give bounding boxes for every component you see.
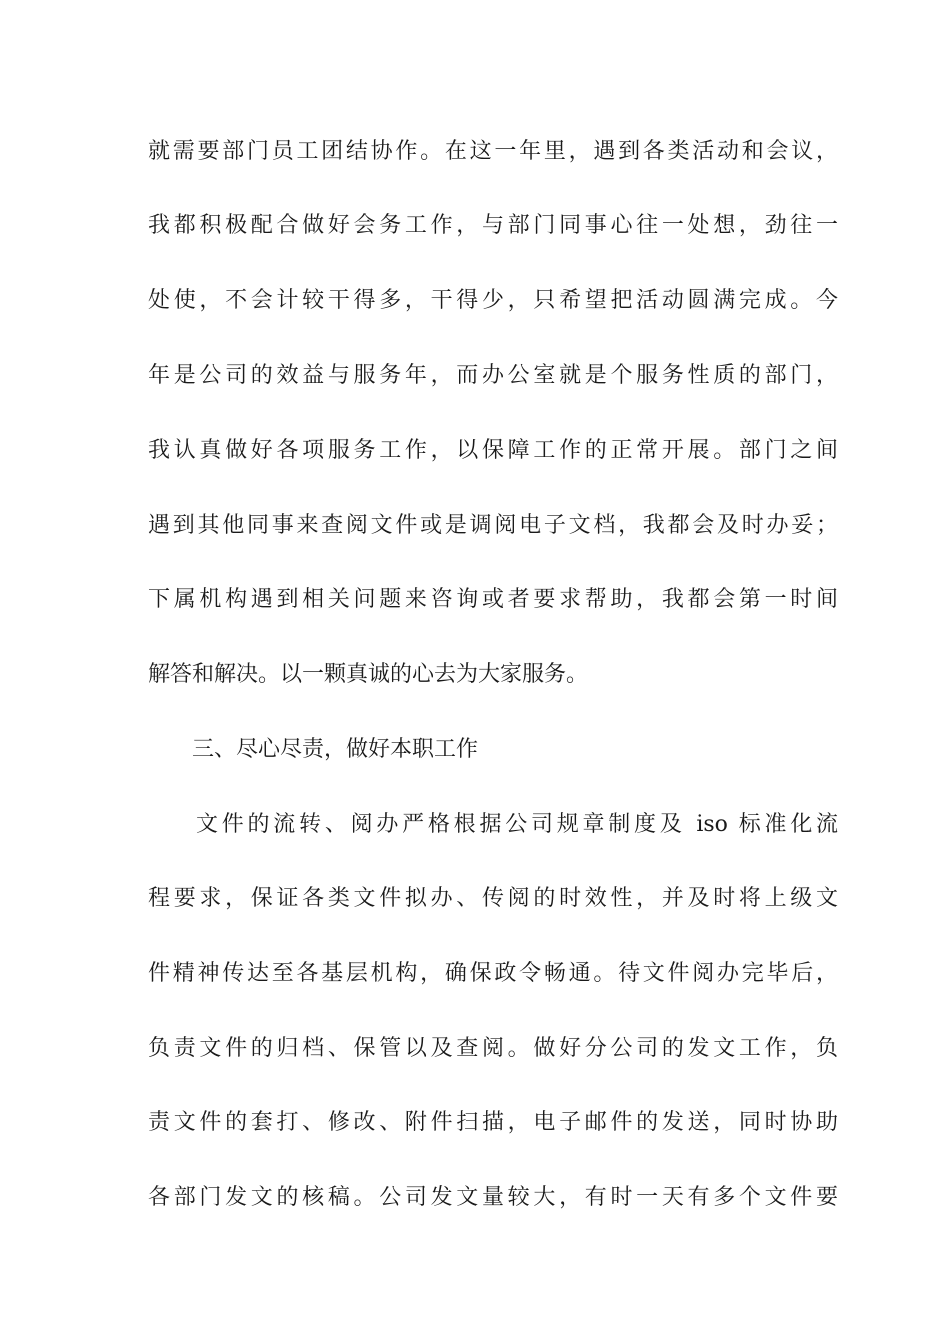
paragraph-line-6: 遇到其他同事来查阅文件或是调阅电子文档，我都会及时办妥； <box>148 513 838 538</box>
section-heading: 三、尽心尽责，做好本职工作 <box>192 737 479 762</box>
paragraph-line-13: 负责文件的归档、保管以及查阅。做好分公司的发文工作，负 <box>148 1036 838 1061</box>
paragraph-line-7: 下属机构遇到相关问题来咨询或者要求帮助，我都会第一时间 <box>148 587 838 612</box>
paragraph-line-1: 就需要部门员工团结协作。在这一年里，遇到各类活动和会议， <box>148 139 838 164</box>
paragraph-line-11: 程要求，保证各类文件拟办、传阅的时效性，并及时将上级文 <box>148 886 838 911</box>
paragraph-line-12: 件精神传达至各基层机构，确保政令畅通。待文件阅办完毕后， <box>148 961 838 986</box>
paragraph-line-15: 各部门发文的核稿。公司发文量较大，有时一天有多个文件要 <box>148 1185 838 1210</box>
paragraph-line-14: 责文件的套打、修改、附件扫描，电子邮件的发送，同时协助 <box>148 1110 838 1135</box>
paragraph-line-2: 我都积极配合做好会务工作，与部门同事心往一处想，劲往一 <box>148 213 838 238</box>
paragraph-line-8: 解答和解决。以一颗真诚的心去为大家服务。 <box>148 662 589 687</box>
paragraph-line-10: 文件的流转、阅办严格根据公司规章制度及 iso 标准化流 <box>196 812 838 837</box>
paragraph-line-4: 年是公司的效益与服务年，而办公室就是个服务性质的部门， <box>148 363 838 388</box>
paragraph-line-5: 我认真做好各项服务工作，以保障工作的正常开展。部门之间 <box>148 438 838 463</box>
paragraph-line-3: 处使，不会计较干得多，干得少，只希望把活动圆满完成。今 <box>148 288 838 313</box>
